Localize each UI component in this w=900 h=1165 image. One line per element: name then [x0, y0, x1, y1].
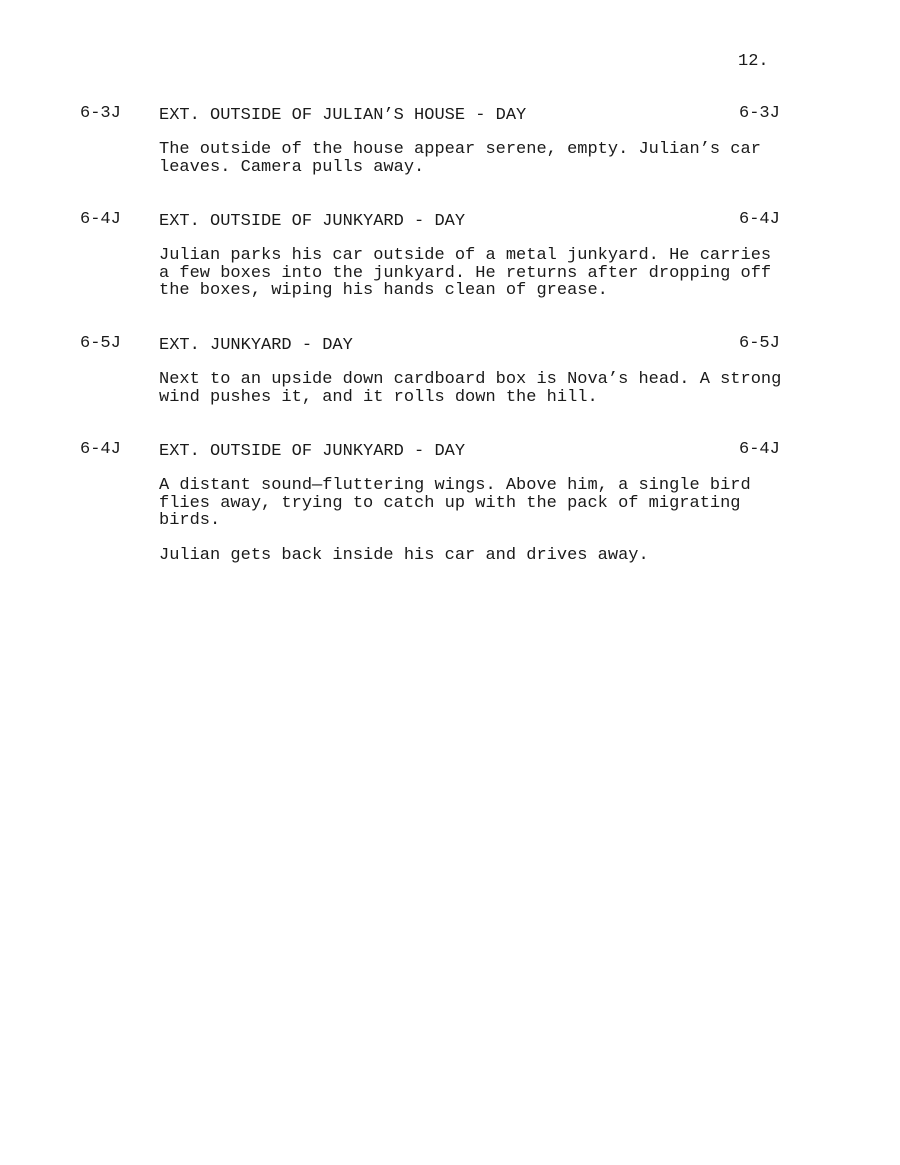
scene-number-left: 6-4J	[80, 440, 121, 459]
scene-number-right: 6-4J	[739, 210, 780, 229]
action-paragraph: Julian gets back inside his car and drives away.	[159, 546, 649, 565]
action-paragraph: Julian parks his car outside of a metal junkyard. He carries a few boxes into the junkyard. He returns after dropping off the boxes, wiping his hands clean of grease.	[159, 246, 772, 301]
scene-number-left: 6-4J	[80, 210, 121, 229]
scene-number-left: 6-5J	[80, 334, 121, 353]
scene-number-right: 6-5J	[739, 334, 780, 353]
scene-heading: EXT. JUNKYARD - DAY	[159, 336, 353, 355]
scene-number-left: 6-3J	[80, 104, 121, 123]
action-paragraph: The outside of the house appear serene, empty. Julian’s car leaves. Camera pulls away.	[159, 140, 761, 177]
action-paragraph: Next to an upside down cardboard box is Nova’s head. A strong wind pushes it, and it rolls down the hill.	[159, 370, 782, 407]
action-paragraph: A distant sound—fluttering wings. Above him, a single bird flies away, trying to catch up with the pack of migrating birds.	[159, 476, 751, 531]
scene-heading: EXT. OUTSIDE OF JULIAN’S HOUSE - DAY	[159, 106, 527, 125]
scene-heading: EXT. OUTSIDE OF JUNKYARD - DAY	[159, 442, 466, 461]
page-number: 12.	[738, 52, 769, 71]
scene-number-right: 6-4J	[739, 440, 780, 459]
scene-heading: EXT. OUTSIDE OF JUNKYARD - DAY	[159, 212, 466, 231]
scene-number-right: 6-3J	[739, 104, 780, 123]
